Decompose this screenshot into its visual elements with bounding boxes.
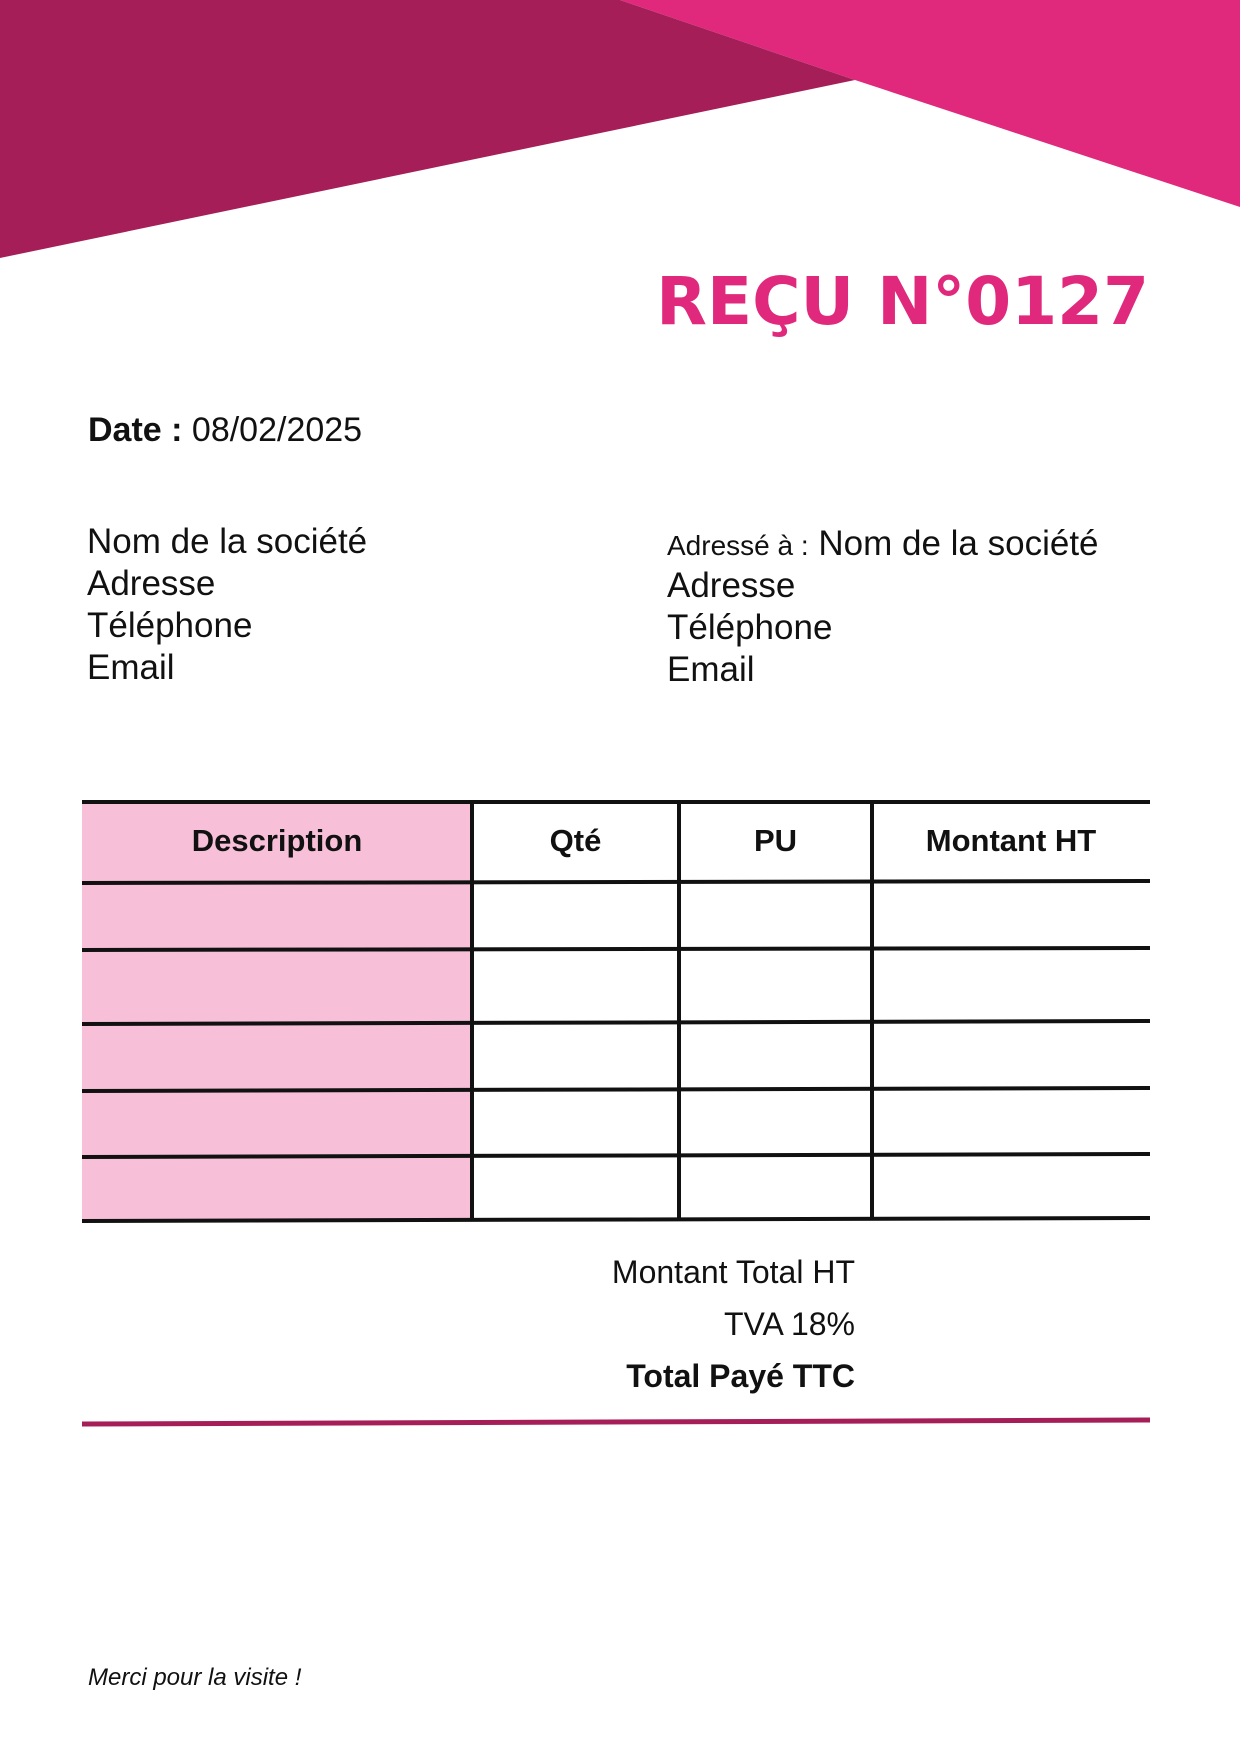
recipient-company: Nom de la société bbox=[818, 524, 1099, 563]
totals-block bbox=[612, 1250, 855, 1406]
banner-shape-left bbox=[0, 0, 855, 258]
column-header-description: Description bbox=[191, 823, 363, 858]
subtotal-label: Montant Total HT bbox=[611, 1254, 855, 1290]
sender-phone: Téléphone bbox=[87, 606, 253, 645]
tax-label: TVA 18% bbox=[723, 1306, 855, 1342]
date-value: 08/02/2025 bbox=[191, 411, 363, 449]
recipient-prefix: Adressé à : bbox=[667, 530, 809, 561]
recipient-email: Email bbox=[667, 650, 755, 689]
sender-address: Adresse bbox=[87, 564, 216, 603]
header-banner bbox=[0, 0, 1240, 260]
column-header-amount: Montant HT bbox=[925, 823, 1097, 858]
recipient-address: Adresse bbox=[667, 566, 796, 605]
table-line bbox=[82, 948, 1150, 950]
sender-company: Nom de la société bbox=[87, 522, 368, 561]
sender-email: Email bbox=[87, 648, 175, 687]
totals-divider bbox=[82, 1416, 1150, 1428]
column-header-quantity: Qté bbox=[549, 823, 602, 858]
items-table bbox=[82, 800, 1150, 1225]
total-label: Total Payé TTC bbox=[626, 1358, 855, 1394]
column-header-unit-price: PU bbox=[753, 823, 798, 858]
date-line bbox=[88, 408, 362, 452]
recipient-phone: Téléphone bbox=[667, 608, 833, 647]
recipient-info bbox=[667, 523, 1099, 691]
thank-you-note: Merci pour la visite ! bbox=[88, 1664, 302, 1691]
date-label: Date : bbox=[88, 411, 183, 449]
receipt-title: REÇU N°0127 bbox=[656, 263, 1149, 340]
sender-info bbox=[87, 521, 367, 689]
